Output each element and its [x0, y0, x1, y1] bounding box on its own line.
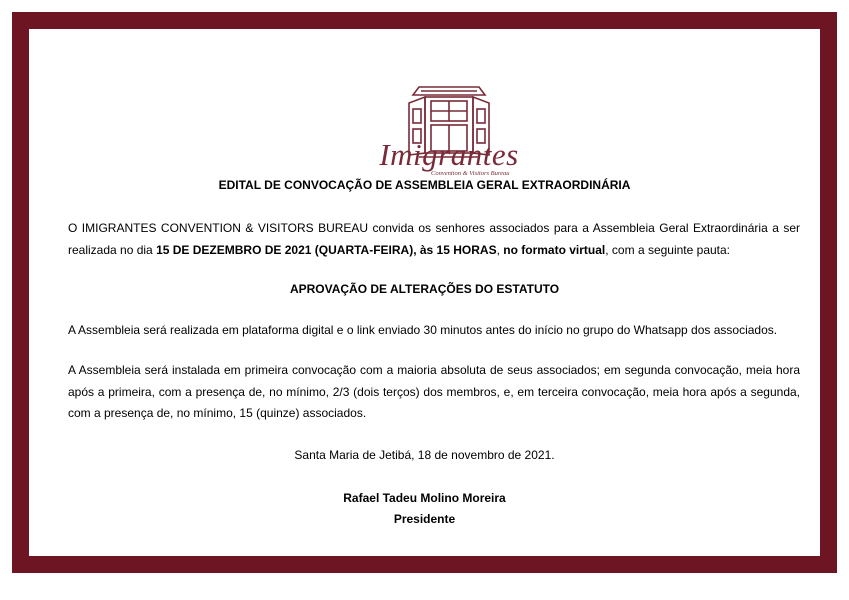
signatory-role: Presidente — [393, 512, 456, 526]
document-body — [29, 29, 820, 556]
intro-text-2: , — [496, 242, 504, 257]
agenda-item: APROVAÇÃO DE ALTERAÇÕES DO ESTATUTO — [289, 282, 560, 296]
meeting-format: no formato virtual — [503, 242, 606, 257]
imigrantes-logo — [369, 67, 529, 189]
intro-text-1: O IMIGRANTES CONVENTION & VISITORS BUREAU convida os senhores associados para a Assembleia Geral Extraordinária a ser realizada no dia — [68, 221, 800, 257]
logo-wordmark: Imigrantes — [379, 137, 519, 172]
signatory-name: Rafael Tadeu Molino Moreira — [343, 491, 506, 505]
intro-text-3: , com a seguinte pauta: — [605, 242, 731, 257]
platform-paragraph: A Assembleia será realizada em plataforma digital e o link enviado 30 minutos antes do início no grupo do Whatsapp dos associados. — [68, 323, 778, 337]
intro-paragraph — [68, 218, 800, 261]
page-border — [12, 12, 837, 573]
page-title: EDITAL DE CONVOCAÇÃO DE ASSEMBLEIA GERAL EXTRAORDINÁRIA — [218, 178, 631, 192]
meeting-date: 15 DE DEZEMBRO DE 2021 (QUARTA-FEIRA), às 15 HORAS — [156, 242, 497, 257]
quorum-paragraph: A Assembleia será instalada em primeira convocação com a maioria absoluta de seus associados; em segunda convocação, meia hora após a primeira, com a presença de, no mínimo, 2/3 (dois terços) dos membros, e, em terceira convocação, meia hora após a segunda, com a presença de, no mínimo, 15 (quinze) associados. — [68, 363, 800, 420]
place-date: Santa Maria de Jetibá, 18 de novembro de 2021. — [294, 448, 555, 462]
logo-tagline: Convention & Visitors Bureau — [431, 170, 510, 177]
